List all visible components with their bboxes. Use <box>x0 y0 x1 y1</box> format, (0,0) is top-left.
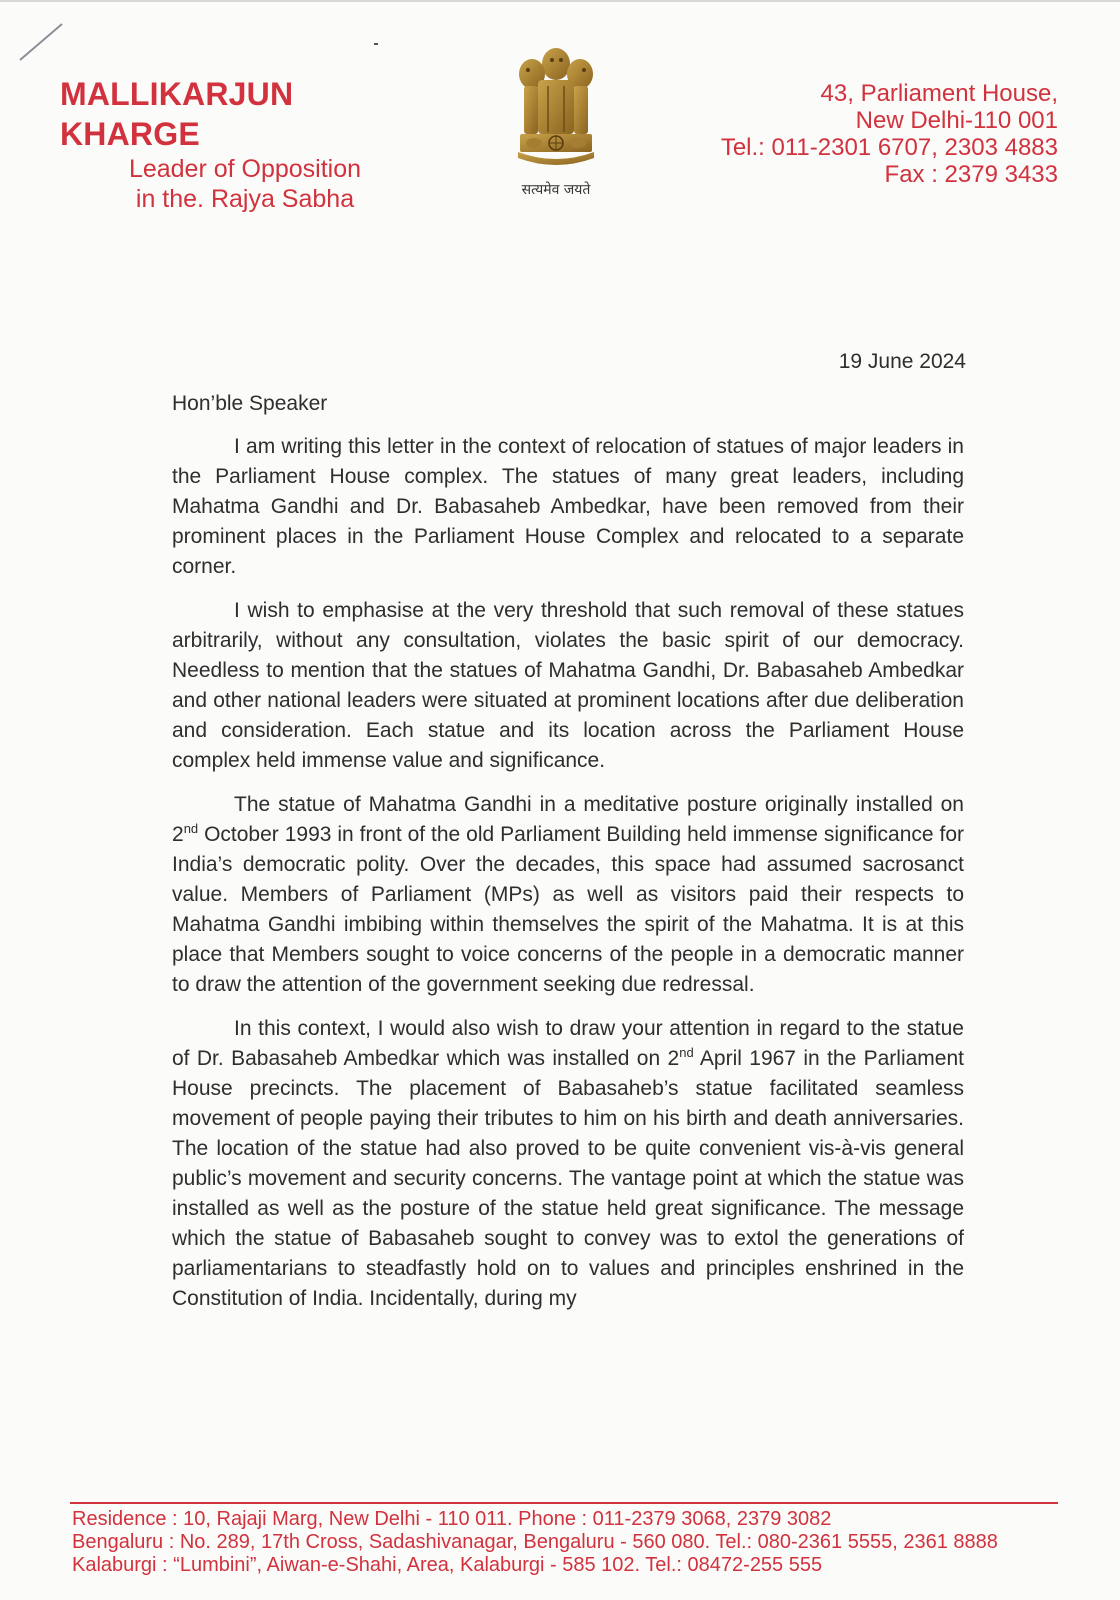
sender-title-line1: Leader of Opposition <box>128 155 362 183</box>
fax-line: Fax : 2379 3433 <box>884 161 1058 188</box>
telephone-line: Tel.: 011-2301 6707, 2303 4883 <box>720 134 1058 161</box>
paragraph-3 <box>172 790 964 1000</box>
address-line2: New Delhi-110 001 <box>855 107 1058 134</box>
ink-dot-mark <box>374 43 378 45</box>
ordinal-suffix: nd <box>183 821 199 836</box>
paragraph-3-part-b: October 1993 in front of the old Parliament Building held immense significance for India’s democratic polity. Over the decades, this space had assumed sacrosanct value. Members of Parliament (MPs) as well as visitors paid their respects to Mahatma Gandhi imbibing within themselves the spirit of the Mahatma. It is at this place that Members sought to voice concerns of the people in a democratic manner to draw the attention of the government seeking due redressal. <box>172 823 964 996</box>
footer-kalaburgi: Kalaburgi : “Lumbini”, Aiwan-e-Shahi, Area, Kalaburgi - 585 102. Tel.: 08472-255 555 <box>72 1554 823 1576</box>
footer-addresses <box>72 1508 1072 1577</box>
paragraph-2: I wish to emphasise at the very threshold that such removal of these statues arbitrarily, without any consultation, violates the basic spirit of our democracy. Needless to mention that the statues of Mahatma Gandhi, Dr. Babasaheb Ambedkar and other national leaders were situated at prominent locations after due deliberation and consideration. Each statue and its location across the Parliament House complex held immense value and significance. <box>172 599 964 772</box>
sender-title-line2: in the. Rajya Sabha <box>135 185 355 213</box>
emblem-motto: सत्यमेव जयते <box>521 182 591 198</box>
pen-stroke-mark <box>18 20 66 62</box>
address-line1: 43, Parliament House, <box>820 80 1058 107</box>
ordinal-suffix: nd <box>679 1045 694 1060</box>
state-emblem <box>508 40 604 200</box>
paragraph-4-part-a: In this context, I would also wish to draw your attention in regard to the statue of Dr. Babasaheb Ambedkar which was installed on 2 <box>172 1017 964 1070</box>
footer-bengaluru: Bengaluru : No. 289, 17th Cross, Sadashivanagar, Bengaluru - 560 080. Tel.: 080-2361 5555, 2361 8888 <box>72 1531 998 1553</box>
page-top-edge <box>0 0 1120 2</box>
address-block <box>721 80 1058 188</box>
letter-body <box>172 432 964 1328</box>
lion-capital-icon <box>508 40 604 180</box>
sender-name: MALLIKARJUN KHARGE <box>60 76 294 152</box>
footer-residence: Residence : 10, Rajaji Marg, New Delhi - 110 011. Phone : 011-2379 3068, 2379 3082 <box>72 1508 832 1530</box>
sender-block <box>60 74 440 214</box>
paragraph-4 <box>172 1014 964 1314</box>
paragraph-3-part-a: The statue of Mahatma Gandhi in a meditative posture originally installed on 2 <box>172 793 964 846</box>
paragraph-4-part-b: April 1967 in the Parliament House precincts. The placement of Babasaheb’s statue facilitated seamless movement of people paying their tributes to him on his birth and death anniversaries. The location of the statue had also proved to be quite convenient vis-à-vis general public’s movement and security concerns. The vantage point at which the statue was installed as well as the posture of the statue held great significance. The message which the statue of Babasaheb sought to convey was to extol the generations of parliamentarians to steadfastly hold on to values and principles enshrined in the Constitution of India. Incidentally, during my <box>172 1047 964 1310</box>
salutation: Hon’ble Speaker <box>172 392 328 415</box>
paragraph-1: I am writing this letter in the context of relocation of statues of major leaders in the Parliament House complex. The statues of many great leaders, including Mahatma Gandhi and Dr. Babasaheb Ambedkar, have been removed from their prominent places in the Parliament House Complex and relocated to a separate corner. <box>172 435 964 578</box>
footer-divider <box>70 1502 1058 1504</box>
letter-date: 19 June 2024 <box>838 350 966 373</box>
